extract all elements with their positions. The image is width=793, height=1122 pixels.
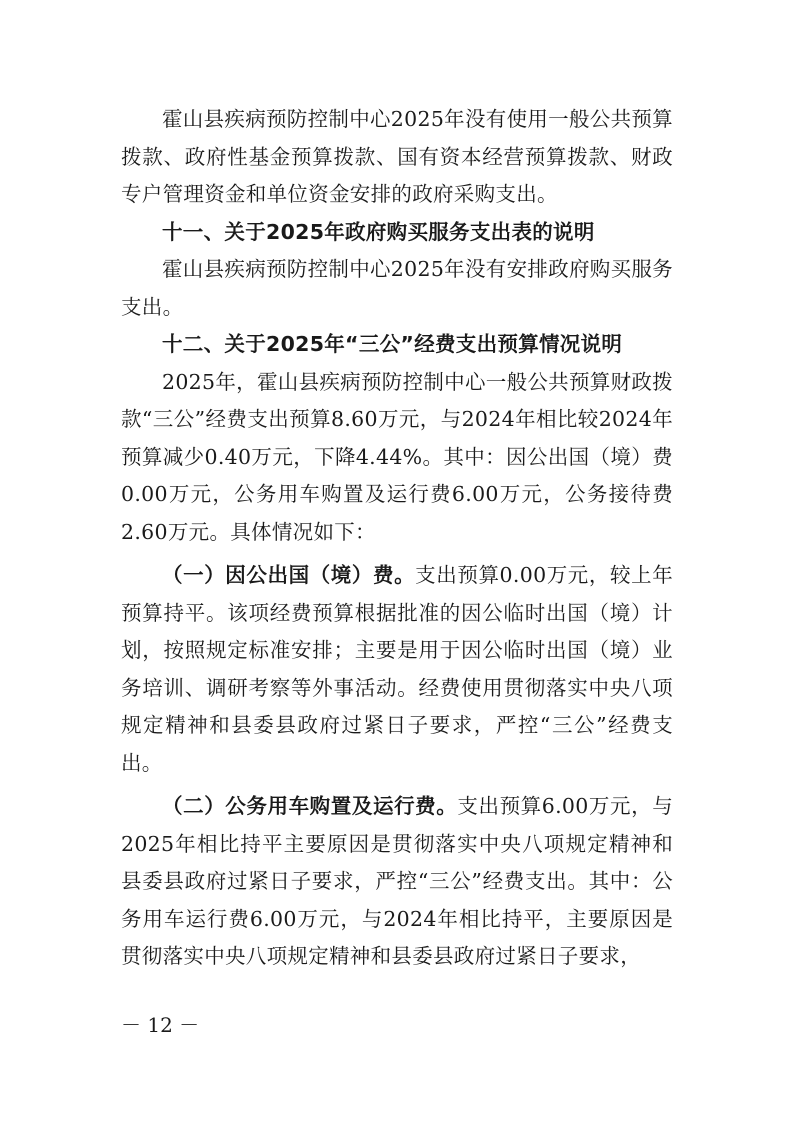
paragraph-lead-overseas: （一）因公出国（境）费。 <box>162 563 416 587</box>
paragraph-lead-vehicle: （二）公务用车购置及运行费。 <box>162 794 458 818</box>
paragraph-purchase-services: 霍山县疾病预防控制中心2025年没有安排政府购买服务支出。 <box>121 257 673 319</box>
paragraph-procurement: 霍山县疾病预防控制中心2025年没有使用一般公共预算拨款、政府性基金预算拨款、国有资本经营预算拨款、财政专户管理资金和单位资金安排的政府采购支出。 <box>121 107 673 206</box>
document-body <box>121 101 673 976</box>
page-number: － 12 － <box>121 1013 200 1037</box>
heading-section-11: 十一、关于2025年政府购买服务支出表的说明 <box>162 219 595 244</box>
paragraph-three-public-summary: 2025年，霍山县疾病预防控制中心一般公共预算财政拨款“三公”经费支出预算8.60万元，与2024年相比较2024年预算减少0.40万元，下降4.44%。其中：因公出国（境）费0.00万元，公务用车购置及运行费6.00万元，公务接待费2.60万元。具体情况如下： <box>121 369 673 544</box>
paragraph-vehicle <box>121 788 673 976</box>
heading-section-12: 十二、关于2025年“三公”经费支出预算情况说明 <box>162 332 623 356</box>
paragraph-body-vehicle: 支出预算6.00万元，与2025年相比持平主要原因是贯彻落实中央八项规定精神和县委县政府过紧日子要求，严控“三公”经费支出。其中：公务用车运行费6.00万元，与2024年相比持平，主要原因是贯彻落实中央八项规定精神和县委县政府过紧日子要求， <box>121 794 673 968</box>
paragraph-body-overseas: 支出预算0.00万元，较上年预算持平。该项经费预算根据批准的因公临时出国（境）计划，按照规定标准安排；主要是用于因公临时出国（境）业务培训、调研考察等外事活动。经费使用贯彻落实中央八项规定精神和县委县政府过紧日子要求，严控“三公”经费支出。 <box>121 563 673 775</box>
paragraph-overseas-travel <box>121 557 673 782</box>
